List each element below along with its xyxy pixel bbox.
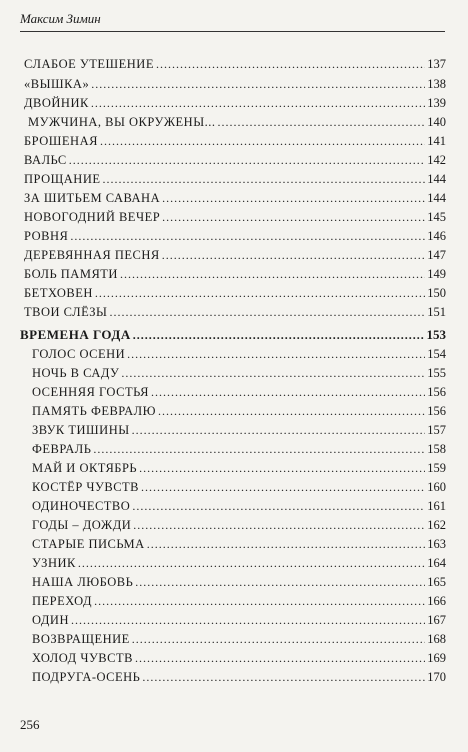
toc-entry-title: ДЕРЕВЯННАЯ ПЕСНЯ — [24, 248, 160, 262]
toc-entry-title: ВОЗВРАЩЕНИЕ — [32, 632, 130, 646]
toc-dot-leader — [103, 172, 426, 187]
toc-dot-leader — [156, 57, 425, 72]
toc-entry — [32, 385, 446, 401]
toc-entry — [28, 115, 446, 131]
toc-entry — [32, 670, 446, 686]
toc-dot-leader — [133, 328, 425, 343]
toc-entry-page: 156 — [427, 404, 446, 418]
toc-entry-page: 144 — [427, 172, 446, 186]
toc-dot-leader — [91, 77, 425, 92]
toc-entry-page: 151 — [427, 305, 446, 319]
toc-dot-leader — [95, 286, 425, 301]
toc-entry-page: 141 — [427, 134, 446, 148]
toc-entry — [24, 57, 446, 73]
toc-entry-page: 153 — [426, 327, 446, 342]
toc-entry — [24, 267, 446, 283]
toc-dot-leader — [162, 248, 426, 263]
toc-dot-leader — [141, 480, 425, 495]
toc-entry-title: ОДИН — [32, 613, 69, 627]
toc-dot-leader — [151, 385, 425, 400]
toc-dot-leader — [127, 347, 425, 362]
toc-entry-page: 140 — [427, 115, 446, 129]
toc-entry-title: ОСЕННЯЯ ГОСТЬЯ — [32, 385, 149, 399]
toc-entry — [32, 461, 446, 477]
toc-entry — [24, 248, 446, 264]
toc-entry-page: 166 — [427, 594, 446, 608]
toc-entry — [32, 366, 446, 382]
toc-entry — [32, 480, 446, 496]
toc-entry-title: УЗНИК — [32, 556, 76, 570]
toc-entry-page: 155 — [427, 366, 446, 380]
toc-entry-page: 161 — [427, 499, 446, 513]
toc-dot-leader — [132, 632, 425, 647]
toc-entry-title: ГОЛОС ОСЕНИ — [32, 347, 126, 361]
toc-entry — [32, 651, 446, 667]
toc-entry-page: 156 — [427, 385, 446, 399]
toc-entry — [24, 286, 446, 302]
toc-entry — [24, 210, 446, 226]
toc-entry-page: 168 — [427, 632, 446, 646]
toc-entry — [24, 229, 446, 245]
toc-entry — [32, 499, 446, 515]
toc-entry — [32, 575, 446, 591]
toc-dot-leader — [132, 499, 425, 514]
toc-entry — [24, 96, 446, 112]
toc-dot-leader — [135, 575, 425, 590]
toc-dot-leader — [94, 594, 425, 609]
toc-entry-title: ПОДРУГА-ОСЕНЬ — [32, 670, 141, 684]
toc-entry-title: МАЙ И ОКТЯБРЬ — [32, 461, 138, 475]
toc-entry — [24, 191, 446, 207]
toc-entry-page: 137 — [427, 57, 446, 71]
toc-entry-title: БЕТХОВЕН — [24, 286, 93, 300]
toc-entry-title: ПРОЩАНИЕ — [24, 172, 101, 186]
toc-entry-page: 163 — [427, 537, 446, 551]
toc-entry-title: ПЕРЕХОД — [32, 594, 93, 608]
toc-entry-title: ГОДЫ – ДОЖДИ — [32, 518, 132, 532]
toc-dot-leader — [93, 442, 425, 457]
toc-entry-page: 158 — [427, 442, 446, 456]
toc-dot-leader — [121, 366, 425, 381]
toc-dot-leader — [162, 191, 425, 206]
toc-entry-page: 164 — [427, 556, 446, 570]
toc-entry-page: 150 — [427, 286, 446, 300]
toc-dot-leader — [109, 305, 425, 320]
toc-entry-page: 149 — [427, 267, 446, 281]
toc-entry-page: 144 — [427, 191, 446, 205]
toc-entry — [24, 134, 446, 150]
toc-entry-title: ВАЛЬС — [24, 153, 67, 167]
toc-dot-leader — [139, 461, 425, 476]
toc-entry — [32, 556, 446, 572]
toc-entry-page: 170 — [427, 670, 446, 684]
toc-dot-leader — [71, 613, 425, 628]
toc-dot-leader — [78, 556, 425, 571]
toc-entry-title: ЗВУК ТИШИНЫ — [32, 423, 130, 437]
toc-dot-leader — [217, 115, 425, 130]
toc-entry-title: РОВНЯ — [24, 229, 69, 243]
toc-entry-title: ДВОЙНИК — [24, 96, 89, 110]
toc-entry — [24, 153, 446, 169]
toc-entry-page: 146 — [427, 229, 446, 243]
toc-entry — [32, 518, 446, 534]
toc-dot-leader — [91, 96, 425, 111]
toc-dot-leader — [142, 670, 425, 685]
toc-entry-page: 159 — [427, 461, 446, 475]
toc-dot-leader — [100, 134, 425, 149]
toc-entry-page: 160 — [427, 480, 446, 494]
toc-dot-leader — [69, 153, 425, 168]
toc-entry — [24, 305, 446, 321]
toc-entry-page: 165 — [427, 575, 446, 589]
toc-entry — [32, 594, 446, 610]
toc-dot-leader — [135, 651, 425, 666]
toc-entry-title: «ВЫШКА» — [24, 77, 90, 91]
author-name: Максим Зимин — [20, 11, 101, 26]
toc-entry-title: НОЧЬ В САДУ — [32, 366, 120, 380]
toc-entry — [24, 172, 446, 188]
toc-entry-page: 169 — [427, 651, 446, 665]
toc-entry-page: 145 — [427, 210, 446, 224]
toc-entry-title: ПАМЯТЬ ФЕВРАЛЮ — [32, 404, 156, 418]
toc-dot-leader — [120, 267, 425, 282]
toc-entry-title: ФЕВРАЛЬ — [32, 442, 92, 456]
toc-entry-title: СЛАБОЕ УТЕШЕНИЕ — [24, 57, 154, 71]
toc-entry-title: ОДИНОЧЕСТВО — [32, 499, 131, 513]
toc-entry-title: ЗА ШИТЬЕМ САВАНА — [24, 191, 161, 205]
toc-entry-title: МУЖЧИНА, ВЫ ОКРУЖЕНЫ... — [28, 115, 216, 129]
page-number: 256 — [20, 717, 40, 732]
toc-dot-leader — [133, 518, 425, 533]
toc-entry-page: 142 — [427, 153, 446, 167]
toc-dot-leader — [158, 404, 425, 419]
toc-dot-leader — [162, 210, 425, 225]
toc-entry-title: ХОЛОД ЧУВСТВ — [32, 651, 133, 665]
toc-entry — [32, 632, 446, 648]
toc-entry — [32, 423, 446, 439]
toc-entry — [24, 77, 446, 93]
toc-entry-title: КОСТЁР ЧУВСТВ — [32, 480, 140, 494]
toc-entry-title: ТВОИ СЛЁЗЫ — [24, 305, 108, 319]
toc-entry-page: 157 — [427, 423, 446, 437]
toc-dot-leader — [132, 423, 426, 438]
toc-entry-page: 147 — [427, 248, 446, 262]
toc-entry-title: БОЛЬ ПАМЯТИ — [24, 267, 118, 281]
toc-entry-title: НАША ЛЮБОВЬ — [32, 575, 134, 589]
toc-dot-leader — [70, 229, 425, 244]
toc-section-heading — [20, 327, 446, 343]
toc-entry — [32, 404, 446, 420]
toc-entry-title: НОВОГОДНИЙ ВЕЧЕР — [24, 210, 161, 224]
toc-entry-page: 139 — [427, 96, 446, 110]
toc-entry — [32, 537, 446, 553]
toc-entry-title: СТАРЫЕ ПИСЬМА — [32, 537, 145, 551]
toc-entry-title: БРОШЕНАЯ — [24, 134, 98, 148]
toc-entry — [32, 347, 446, 363]
toc-entry — [32, 442, 446, 458]
toc-entry — [32, 613, 446, 629]
toc-entry-page: 138 — [427, 77, 446, 91]
toc-dot-leader — [147, 537, 426, 552]
toc-entry-page: 154 — [427, 347, 446, 361]
toc-entry-page: 162 — [427, 518, 446, 532]
toc-entry-page: 167 — [427, 613, 446, 627]
toc-entry-title: ВРЕМЕНА ГОДА — [20, 327, 131, 342]
